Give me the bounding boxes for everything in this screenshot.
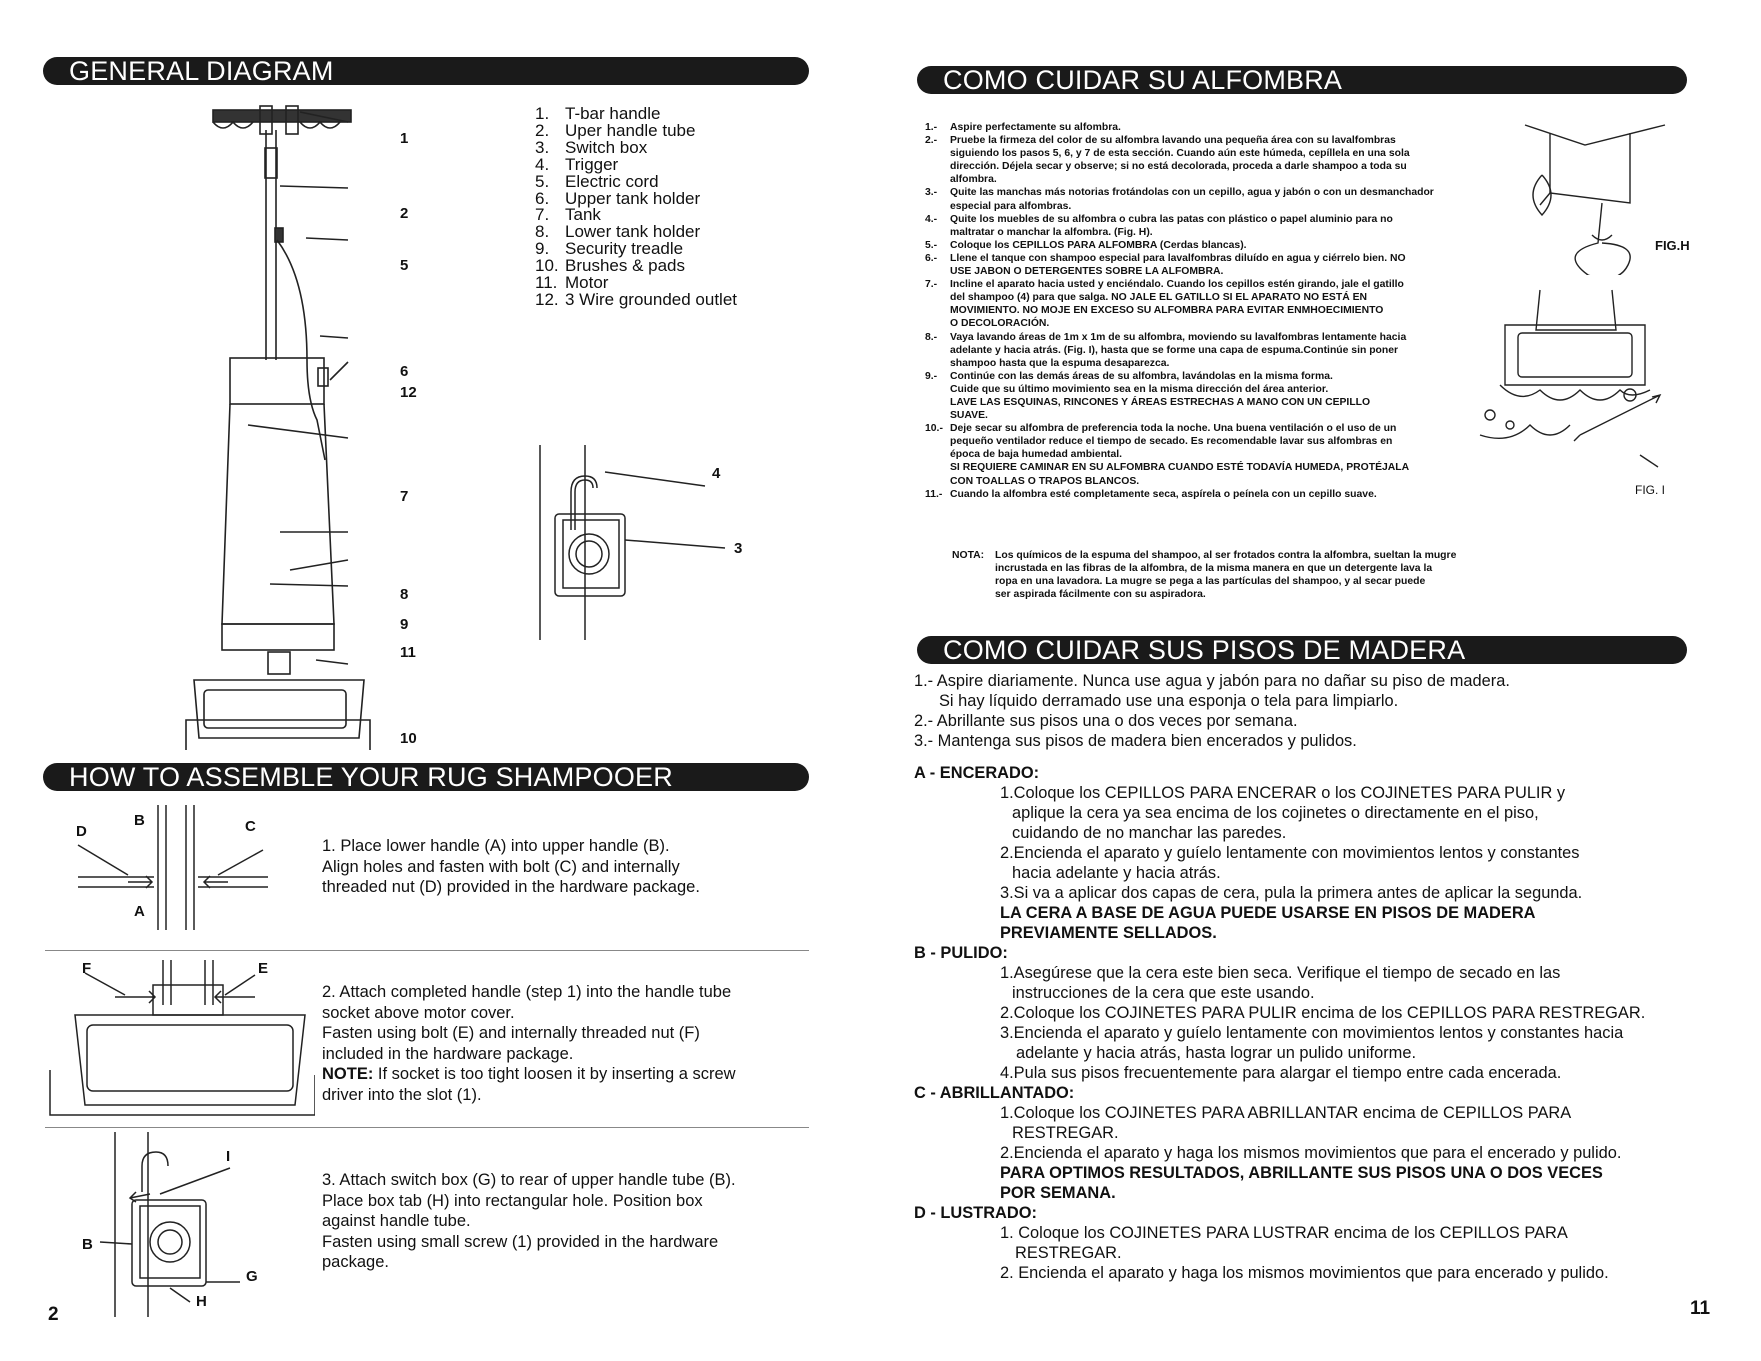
fig-i-drawing xyxy=(1470,285,1670,485)
callout-8: 8 xyxy=(400,586,409,603)
callout-9: 9 xyxy=(400,616,409,633)
section-a-body: 1.Coloque los CEPILLOS PARA ENCERAR o los COJINETES PARA PULIR y aplique la cera ya sea encima de los cojinetes o directamente en el piso, cuidando de no manchar las paredes. 2.Encienda el aparato y guíelo lentamente con movimientos lentos y constantes hacia adelante y hacia atrás. 3.Si va a aplicar dos capas de cera, pula la primera antes de aplicar la segunda. LA CERA A BASE DE AGUA PUEDE USARSE EN PISOS DE MADERA PREVIAMENTE SELLADOS. xyxy=(1000,784,1583,942)
part-item: 3. Switch box xyxy=(535,137,648,157)
alfombra-item: 3.- Quite las manchas más notorias frotándolas con un cepillo, agua y jabón o con un desmanchador especial para alfombras. xyxy=(925,187,1434,212)
section-a-title: A - ENCERADO: xyxy=(914,764,1040,782)
label-c: C xyxy=(245,818,256,835)
label-f: F xyxy=(82,960,92,977)
callout-4: 4 xyxy=(712,465,721,482)
section-c-title: C - ABRILLANTADO: xyxy=(914,1084,1075,1102)
alfombra-header: COMO CUIDAR SU ALFOMBRA xyxy=(917,66,1687,94)
pisos-header: COMO CUIDAR SUS PISOS DE MADERA xyxy=(917,636,1687,664)
label-i: I xyxy=(226,1148,231,1165)
part-item: 2. Uper handle tube xyxy=(535,120,696,140)
part-item: 8. Lower tank holder xyxy=(535,222,701,242)
step2-text: 2. Attach completed handle (step 1) into the handle tube socket above motor cover. Fasten using bolt (E) and internally threaded nut (F) included in the hardware package. NOTE: If socket is too tight loosen it by inserting a screw driver into the slot (1). xyxy=(322,983,736,1104)
alfombra-item: 10.- Deje secar su alfombra de preferencia toda la noche. Una buena ventilación o el uso de un pequeño ventilador reduce el tiempo de secado. Es recomendable lavar sus alfombras en época de baja humedad ambiental. SI REQUIERE CAMINAR EN SU ALFOMBRA CUANDO ESTÉ TODAVÍA HUMEDA, PROTÉJALA CON TOALLAS O TRAPOS BLANCOS. xyxy=(925,423,1410,487)
callout-1: 1 xyxy=(400,130,409,147)
label-e: E xyxy=(258,960,269,977)
callout-12: 12 xyxy=(400,384,417,401)
part-item: 1. T-bar handle xyxy=(535,104,661,123)
section-d-body: 1. Coloque los COJINETES PARA LUSTRAR encima de los CEPILLOS PARA RESTREGAR. 2. Encienda el aparato y haga los mismos movimientos que para encerado y pulido. xyxy=(1000,1224,1609,1282)
part-item: 9. Security treadle xyxy=(535,239,684,259)
alfombra-item: 9.- Continúe con las demás áreas de su alfombra, lavándolas en la misma forma. Cuide que su último movimiento sea en la misma dirección del área anterior. LAVE LAS ESQUINAS, RINCONES Y ÁREAS ESTRECHAS A MANO CON UN CEPILLO SUAVE. xyxy=(925,370,1371,422)
divider xyxy=(45,1127,809,1128)
divider xyxy=(45,950,809,951)
alfombra-item: 11.- Cuando la alfombra esté completamente seca, aspírela o peínela con un cepillo suave. xyxy=(925,488,1377,500)
section-d-title: D - LUSTRADO: xyxy=(914,1204,1037,1222)
nota-block: NOTA: Los químicos de la espuma del shampoo, al ser frotados contra la alfombra, sueltan la mugre incrustada en las fibras de la alfombra, de la misma manera en que un detergente lava la ropa en una lavadora. La mugre se pega a las partículas del shampoo, y al secar puede ser aspirada fácilmente con su aspiradora. xyxy=(952,550,1457,601)
fig-h-label: FIG.H xyxy=(1655,238,1690,253)
part-item: 5. Electric cord xyxy=(535,171,659,191)
section-b-title: B - PULIDO: xyxy=(914,944,1008,962)
alfombra-item: 4.- Quite los muebles de su alfombra o cubra las patas con plástico o papel aluminio para no maltratar o manchar la alfombra. (Fig. H). xyxy=(925,213,1393,238)
part-item: 11. Motor xyxy=(535,273,609,293)
general-diagram-header: GENERAL DIAGRAM xyxy=(43,57,809,85)
alfombra-item: 7.- Incline el aparato hacia usted y enciéndalo. Cuando los cepillos estén girando, jale el gatillo del shampoo (4) para que salga. NO JALE EL GATILLO SI EL APARATO NO ESTÁ EN MOVIMIENTO. NO MOJE EN EXCESO SU ALFOMBRA PARA EVITAR ENMHOECIMIENTO O DECOLORACIÓN. xyxy=(925,279,1404,330)
callout-3: 3 xyxy=(734,540,743,557)
section-c-body: 1.Coloque los COJINETES PARA ABRILLANTAR encima de CEPILLOS PARA RESTREGAR. 2.Encienda el aparato y haga los mismos movimientos que para el encerado y pulido. PARA OPTIMOS RESULTADOS, ABRILLANTE SUS PISOS UNA O DOS VECES POR SEMANA. xyxy=(1000,1104,1622,1202)
shampooer-diagram xyxy=(180,100,430,750)
label-g: G xyxy=(246,1268,258,1285)
alfombra-item: 2.- Pruebe la firmeza del color de su alfombra lavando una pequeña área con su lavalfombras siguiendo los pasos 5, 6, y 7 de esta sección. Cuando aún este húmeda, cepíllela en una sola dirección. Déjela secar y observe; si no está decolorada, proceda a darle shampoo a toda su alfombra. xyxy=(925,135,1410,186)
label-b3: B xyxy=(82,1236,93,1253)
part-item: 6. Upper tank holder xyxy=(535,188,701,208)
switch-box-detail xyxy=(535,440,755,640)
alfombra-steps xyxy=(925,121,1434,501)
page-number-left: 2 xyxy=(48,1304,59,1325)
part-item: 10. Brushes & pads xyxy=(535,256,686,276)
assemble-header: HOW TO ASSEMBLE YOUR RUG SHAMPOOER xyxy=(43,763,809,791)
part-item: 12. 3 Wire grounded outlet xyxy=(535,289,737,309)
callout-10: 10 xyxy=(400,730,417,747)
alfombra-item: 6.- Llene el tanque con shampoo especial para lavalfombras diluído en agua y ciérrelo bien. NO USE JABON O DETERGENTES SOBRE LA ALFOMBRA. xyxy=(925,252,1406,278)
parts-list xyxy=(535,106,737,309)
alfombra-item: 8.- Vaya lavando áreas de 1m x 1m de su alfombra, moviendo su lavalfombras lentamente hacia adelante y hacia atrás. (Fig. I), hasta que se forme una capa de espuma.Continúe sin poner shampoo hasta que la espuma desaparezca. xyxy=(925,331,1407,369)
label-h: H xyxy=(196,1293,207,1310)
label-d: D xyxy=(76,823,87,840)
fig-h-drawing xyxy=(1520,115,1670,275)
pisos-intro: 1.- Aspire diariamente. Nunca use agua y jabón para no dañar su piso de madera. Si hay líquido derramado use una esponja o tela para limpiarlo. 2.- Abrillante sus pisos una o dos veces por semana. 3.- Mantenga sus pisos de madera bien encerados y pulidos. xyxy=(914,672,1510,750)
step2-diagram xyxy=(45,955,315,1120)
callout-2: 2 xyxy=(400,205,409,222)
callout-5: 5 xyxy=(400,257,409,274)
step1-text: 1. Place lower handle (A) into upper handle (B). Align holes and fasten with bolt (C) and internally threaded nut (D) provided in the hardware package. xyxy=(322,837,700,896)
callout-7: 7 xyxy=(400,488,409,505)
alfombra-item: 1.- Aspire perfectamente su alfombra. xyxy=(925,122,1121,133)
part-item: 4. Trigger xyxy=(535,154,619,174)
step3-diagram xyxy=(80,1132,310,1317)
alfombra-item: 5.- Coloque los CEPILLOS PARA ALFOMBRA (Cerdas blancas). xyxy=(925,239,1247,251)
fig-i-label: FIG. I xyxy=(1635,483,1665,497)
callout-11: 11 xyxy=(400,644,416,661)
step3-text: 3. Attach switch box (G) to rear of upper handle tube (B). Place box tab (H) into rectangular hole. Position box against handle tube. Fasten using small screw (1) provided in the hardware package. xyxy=(322,1171,736,1271)
label-a: A xyxy=(134,903,145,920)
page-number-right: 11 xyxy=(1690,1298,1711,1319)
section-b-body: 1.Asegúrese que la cera este bien seca. Verifique el tiempo de secado en las instrucciones de la cera que este usando. 2.Coloque los COJINETES PARA PULIR encima de los CEPILLOS PARA RESTREGAR. 3.Encienda el aparato y guíelo lentamente con movimientos lentos y constantes hacia adelante y hacia atrás, hasta lograr un pulido uniforme. 4.Pula sus pisos frecuentemente para alargar el tiempo entre cada encerada. xyxy=(1000,964,1646,1082)
callout-6: 6 xyxy=(400,363,409,380)
part-item: 7. Tank xyxy=(535,205,601,225)
label-b: B xyxy=(134,812,145,829)
